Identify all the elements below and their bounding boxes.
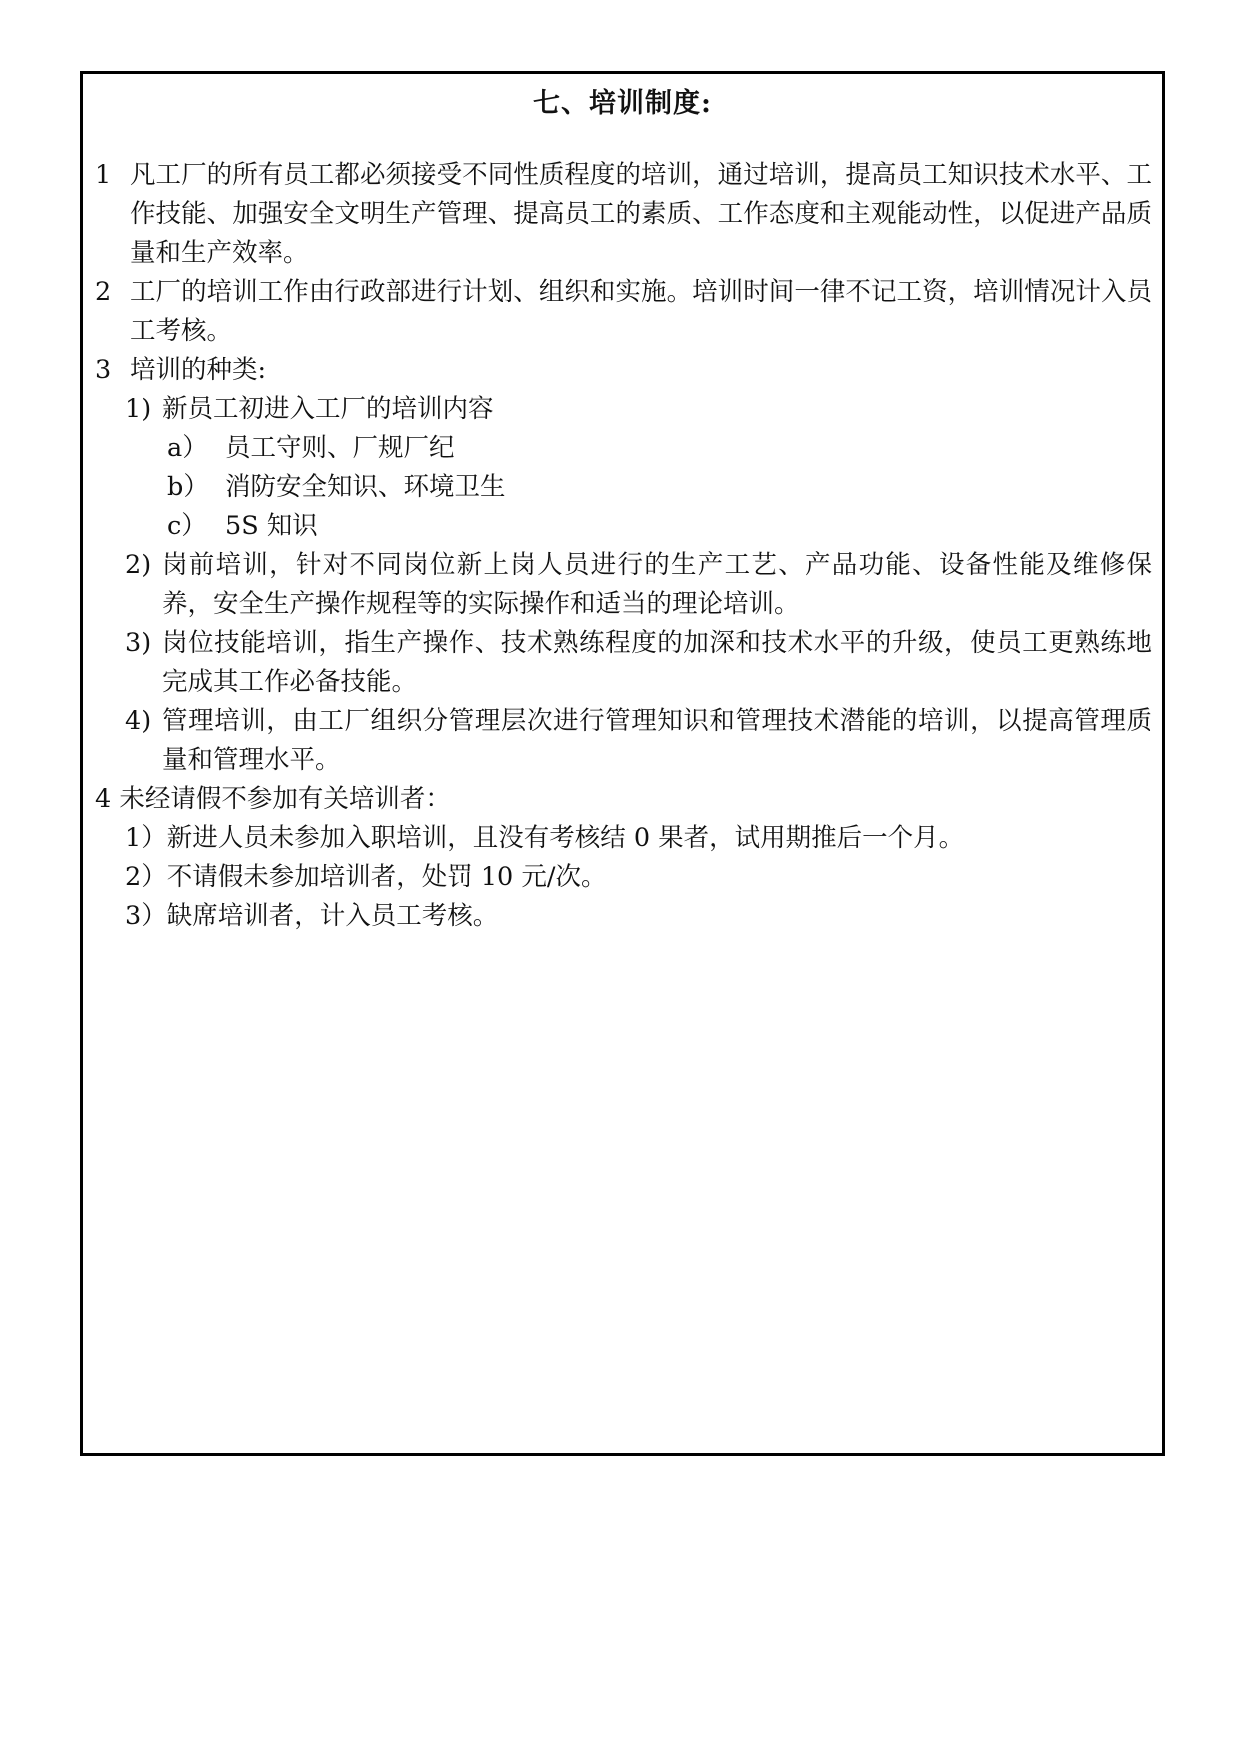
- training-content-a-text: 员工守则、厂规厂纪: [225, 433, 455, 463]
- training-type-2: [95, 546, 1152, 624]
- section-2-text: 工厂的培训工作由行政部进行计划、组织和实施。培训时间一律不记工资，培训情况计入员工考核。: [130, 277, 1152, 346]
- section-1: [95, 156, 1152, 273]
- training-type-3: [95, 624, 1152, 702]
- section-4-heading: 4 未经请假不参加有关培训者：: [95, 784, 451, 814]
- training-content-b-number: b）: [167, 472, 209, 502]
- section-3: [95, 351, 1152, 390]
- penalty-item-1: 1）新进人员未参加入职培训，且没有考核结 0 果者，试用期推后一个月。: [125, 823, 965, 853]
- document-frame: [80, 71, 1165, 1456]
- section-3-text: 培训的种类:: [130, 355, 267, 385]
- training-type-3-number: 3): [125, 628, 152, 658]
- training-type-1-number: 1): [125, 394, 152, 424]
- section-3-number: 3: [95, 355, 112, 385]
- training-content-a: [95, 429, 1152, 468]
- training-content-c-text: 5S 知识: [225, 511, 318, 541]
- training-type-4: [95, 702, 1152, 780]
- section-1-text: 凡工厂的所有员工都必须接受不同性质程度的培训，通过培训，提高员工知识技术水平、工作技能、加强安全文明生产管理、提高员工的素质、工作态度和主观能动性，以促进产品质量和生产效率。: [130, 160, 1152, 268]
- training-type-3-text: 岗位技能培训，指生产操作、技术熟练程度的加深和技术水平的升级，使员工更熟练地完成其工作必备技能。: [162, 628, 1152, 697]
- training-content-c-number: c）: [167, 511, 207, 541]
- training-type-1: [95, 390, 1152, 429]
- section-2-number: 2: [95, 277, 112, 307]
- section-2: [95, 273, 1152, 351]
- section-1-number: 1: [95, 160, 112, 190]
- training-content-c: [95, 507, 1152, 546]
- training-type-1-text: 新员工初进入工厂的培训内容: [162, 394, 494, 424]
- training-type-2-number: 2): [125, 550, 152, 580]
- page-title: 七、培训制度:: [533, 88, 712, 119]
- training-content-a-number: a）: [167, 433, 208, 463]
- training-type-4-text: 管理培训，由工厂组织分管理层次进行管理知识和管理技术潜能的培训，以提高管理质量和管理水平。: [162, 706, 1152, 775]
- penalty-item-3: 3）缺席培训者，计入员工考核。: [125, 901, 499, 931]
- training-type-4-number: 4): [125, 706, 152, 736]
- training-content-b: [95, 468, 1152, 507]
- document-body: [95, 156, 1152, 936]
- training-content-b-text: 消防安全知识、环境卫生: [225, 472, 506, 502]
- penalty-item-2: 2）不请假未参加培训者，处罚 10 元/次。: [125, 862, 607, 892]
- training-type-2-text: 岗前培训，针对不同岗位新上岗人员进行的生产工艺、产品功能、设备性能及维修保养，安全生产操作规程等的实际操作和适当的理论培训。: [162, 550, 1152, 619]
